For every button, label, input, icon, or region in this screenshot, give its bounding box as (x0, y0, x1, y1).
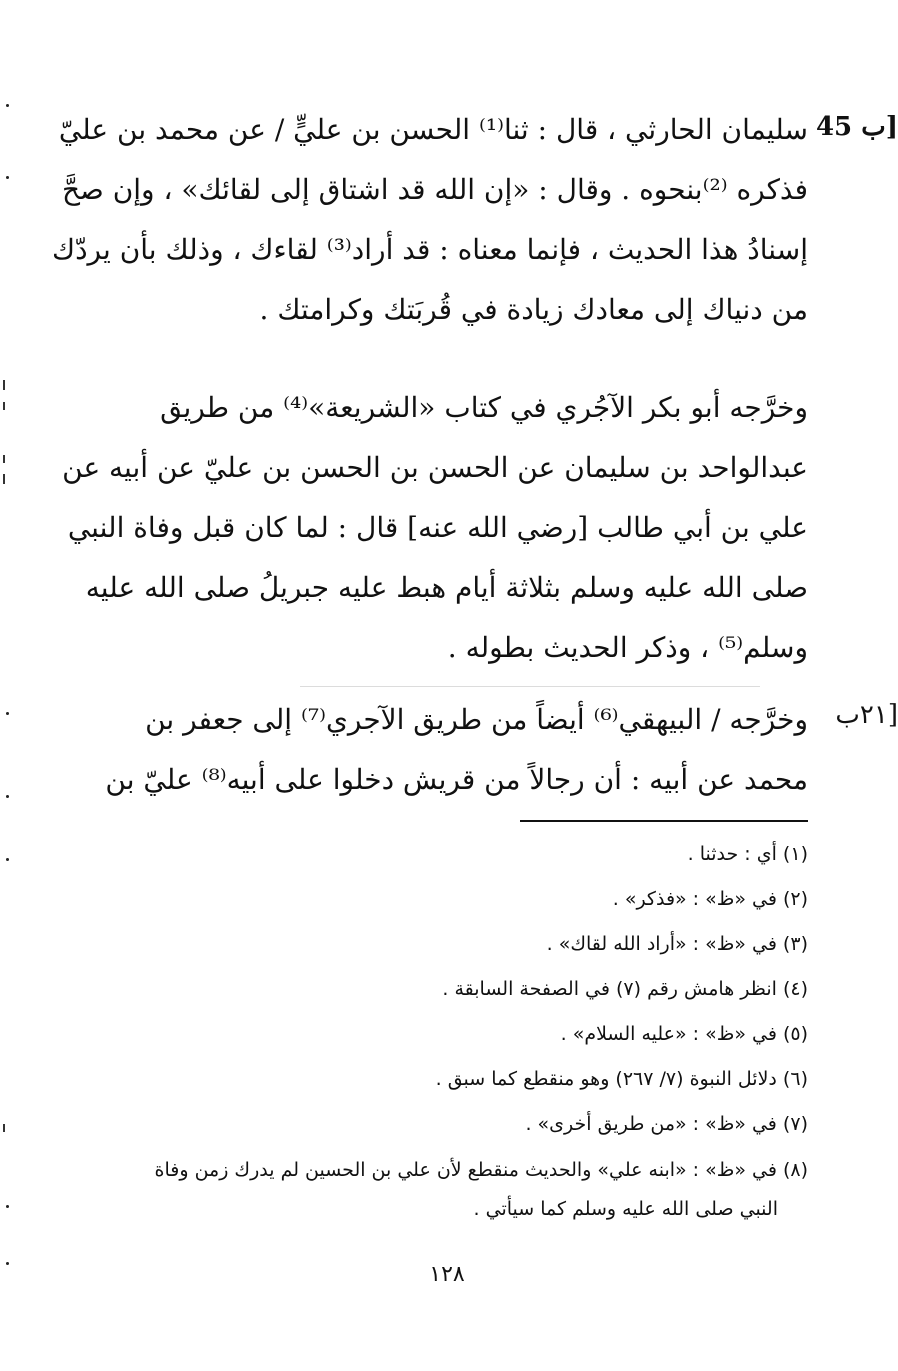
scan-edge-mark (6, 858, 9, 861)
scan-edge-mark (3, 380, 5, 390)
scan-edge-mark (3, 474, 5, 484)
paragraph-1 (52, 100, 808, 340)
footnote: (٢) في «ظ» : «فذكر» . (612, 888, 808, 910)
scan-edge-mark (6, 1205, 9, 1208)
text-line: وخرَّجه أبو بكر الآجُري في كتاب «الشريعة»⁽⁴⁾ من طريق (160, 391, 808, 424)
text-line: صلى الله عليه وسلم بثلاثة أيام هبط عليه جبريلُ صلى الله عليه (85, 571, 808, 604)
scan-edge-mark (3, 1124, 5, 1132)
scan-edge-mark (6, 795, 9, 798)
margin-folio-note-2: ٢١ب] (835, 700, 898, 730)
footnote: (١) أي : حدثنا . (687, 843, 808, 865)
text-line: محمد عن أبيه : أن رجالاً من قريش دخلوا على أبيه⁽⁸⁾ عليّ بن (105, 763, 808, 796)
scan-edge-mark (6, 712, 9, 715)
scan-edge-mark (6, 104, 9, 107)
text-line: سليمان الحارثي ، قال : ثنا⁽¹⁾ الحسن بن عليٍّ / عن محمد بن عليّ (58, 113, 808, 146)
text-line: وخرَّجه / البيهقي⁽⁶⁾ أيضاً من طريق الآجري⁽⁷⁾ إلى جعفر بن (145, 703, 808, 736)
footnote: (٨) في «ظ» : «ابنه علي» والحديث منقطع لأن علي بن الحسين لم يدرك زمن وفاة (154, 1159, 808, 1181)
page-number: ١٢٨ (429, 1262, 465, 1287)
scan-edge-mark (6, 1262, 9, 1265)
text-line: وسلم⁽⁵⁾ ، وذكر الحديث بطوله . (447, 631, 808, 664)
footnote: (٤) انظر هامش رقم (٧) في الصفحة السابقة . (442, 978, 808, 1000)
footnotes (108, 832, 808, 1232)
paragraph-3 (105, 690, 808, 810)
scan-edge-mark (6, 176, 9, 179)
text-line: عبدالواحد بن سليمان عن الحسن بن الحسن بن عليّ عن أبيه عن (62, 451, 808, 484)
footnote: (٧) في «ظ» : «من طريق أخرى» . (525, 1113, 808, 1135)
text-line: علي بن أبي طالب [رضي الله عنه] قال : لما كان قبل وفاة النبي (67, 511, 808, 544)
footnote: (٣) في «ظ» : «أراد الله لقاك» . (546, 933, 808, 955)
scan-edge-mark (3, 402, 5, 410)
text-line: من دنياك إلى معادك زيادة في قُربَتك وكرامتك . (259, 293, 808, 326)
faint-divider (300, 686, 760, 687)
footnote-continuation: النبي صلى الله عليه وسلم كما سيأتي . (473, 1198, 778, 1220)
text-line: إسنادُ هذا الحديث ، فإنما معناه : قد أراد⁽³⁾ لقاءك ، وذلك بأن يردّك (52, 233, 808, 266)
margin-folio-note: 45 ب] (815, 112, 898, 142)
paragraph-2 (62, 378, 808, 678)
text-line: فذكره ⁽²⁾بنحوه . وقال : «إن الله قد اشتاق إلى لقائك» ، وإن صحَّ (61, 173, 808, 206)
footnote-separator (520, 820, 808, 822)
footnote: (٥) في «ظ» : «عليه السلام» . (560, 1023, 808, 1045)
scan-edge-mark (3, 455, 5, 463)
footnote: (٦) دلائل النبوة (٧/ ٢٦٧) وهو منقطع كما سبق . (435, 1068, 808, 1090)
